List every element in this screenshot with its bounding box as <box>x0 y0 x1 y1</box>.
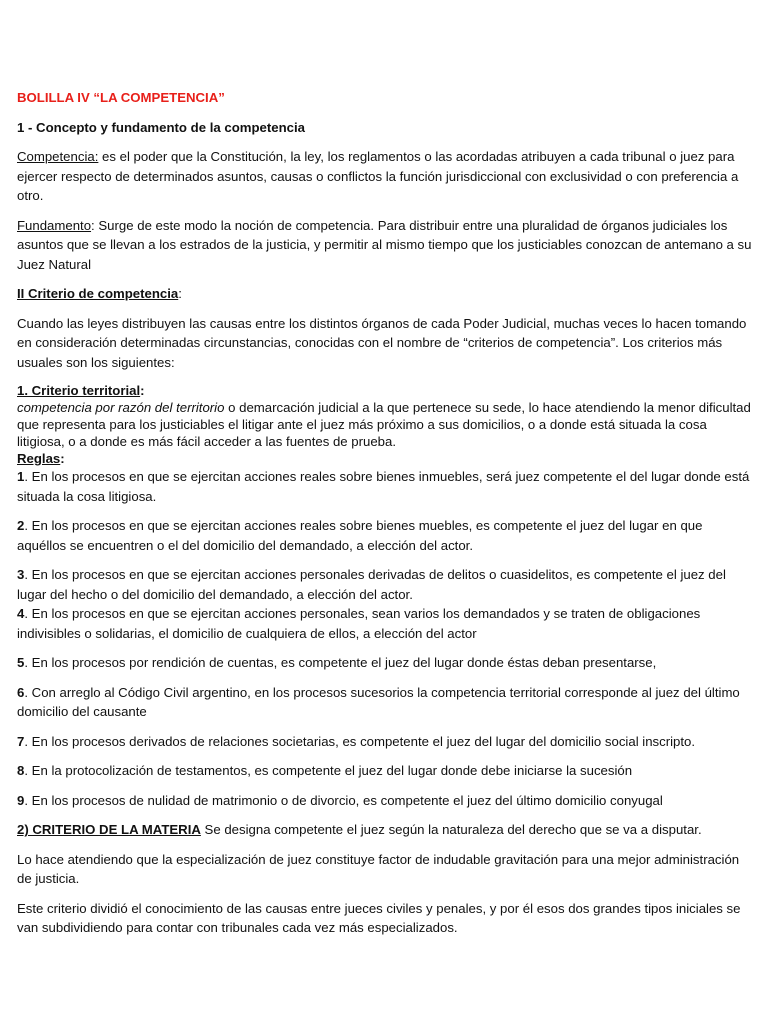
territorial-text: o demarcación judicial a la que pertenece su sede, lo hace atendiendo la menor dificultad que representa para los justiciables el litigar ante el juez más próximo a sus domicilios, o a donde está situada la cosa litigiosa, o a donde es más fácil acceder a las fuentes de prueba. <box>17 400 751 449</box>
rule-text: . En los procesos de nulidad de matrimonio o de divorcio, es competente el juez del último domicilio conyugal <box>24 792 663 808</box>
materia-paragraph-1: Lo hace atendiendo que la especialización de juez constituye factor de indudable gravitación para una mejor administración de justicia. <box>17 851 740 886</box>
reglas-suffix: : <box>60 451 65 466</box>
rule-number: 5 <box>17 655 25 670</box>
rule-item <box>17 761 755 781</box>
rule-number: 7 <box>17 733 25 749</box>
document-title: BOLILLA IV “LA COMPETENCIA” <box>17 90 225 105</box>
rule-text: . En los procesos en que se ejercitan acciones reales sobre bienes muebles, es competente el juez del lugar en que aquéllos se encuentren o el del domicilio del demandado, a elección del actor. <box>17 518 703 553</box>
section2-heading-suffix: : <box>178 286 182 301</box>
rule-number: 6 <box>17 684 25 700</box>
rule-text: . En los procesos derivados de relaciones societarias, es competente el juez del lugar del domicilio social inscripto. <box>24 733 696 749</box>
rule-number: 9 <box>17 792 25 808</box>
territorial-heading: 1. Criterio territorial <box>17 383 141 398</box>
rule-item <box>17 653 755 673</box>
fundamento-paragraph <box>17 216 755 275</box>
rule-item <box>17 516 755 555</box>
rule-item <box>17 604 755 643</box>
materia-paragraph-2: Este criterio dividió el conocimiento de las causas entre jueces civiles y penales, y por él esos dos grandes tipos iniciales se van subdividiendo para contar con tribunales cada vez más especializados. <box>17 900 741 935</box>
section2-heading-line <box>17 284 755 304</box>
territorial-italic: competencia por razón del territorio <box>17 400 225 415</box>
fundamento-text: : Surge de este modo la noción de competencia. Para distribuir entre una pluralidad de órganos judiciales los asuntos que se llevan a los estrados de la justicia, y permitir al mismo tiempo que los justiciables conozcan de antemano a su Juez Natural <box>17 217 752 272</box>
territorial-paragraph <box>17 399 755 450</box>
rule-text: . En los procesos en que se ejercitan acciones personales derivadas de delitos o cuasidelitos, es competente el juez del lugar del hecho o del domicilio del demandado, a elección del actor. <box>17 567 726 602</box>
territorial-heading-suffix: : <box>140 383 145 398</box>
rule-number: 1 <box>17 469 25 484</box>
rule-item <box>17 791 755 811</box>
competencia-paragraph <box>17 147 755 206</box>
rule-number: 8 <box>17 763 25 778</box>
rule-number: 3 <box>17 567 25 582</box>
document-page <box>17 88 755 948</box>
territorial-heading-line <box>17 382 755 399</box>
section1-heading: 1 - Concepto y fundamento de la competencia <box>17 119 305 135</box>
materia-heading-line <box>17 820 755 840</box>
rule-text: . En la protocolización de testamentos, es competente el juez del lugar donde debe iniciarse la sucesión <box>24 763 633 778</box>
rule-item <box>17 683 755 722</box>
rule-text: . Con arreglo al Código Civil argentino, en los procesos sucesorios la competencia territorial corresponde al juez del último domicilio del causante <box>17 684 740 719</box>
rule-item <box>17 565 755 604</box>
rule-number: 2 <box>17 518 25 533</box>
rule-text: . En los procesos en que se ejercitan acciones reales sobre bienes inmuebles, será juez competente el del lugar donde está situada la cosa litigiosa. <box>17 469 750 504</box>
fundamento-term: Fundamento <box>17 217 92 233</box>
rule-item <box>17 467 755 506</box>
rule-text: . En los procesos en que se ejercitan acciones personales, sean varios los demandados y se traten de obligaciones indivisibles o solidarias, el domicilio de cualquiera de ellos, a elección del actor <box>17 606 701 641</box>
materia-heading: 2) CRITERIO DE LA MATERIA <box>17 822 201 837</box>
section2-intro: Cuando las leyes distribuyen las causas entre los distintos órganos de cada Poder Judicial, muchas veces lo hacen tomando en consideración determinadas circunstancias, conocidas con el nombre de “criterios de competencia”. Los criterios más usuales son los siguientes: <box>17 315 747 370</box>
reglas-label: Reglas <box>17 451 61 466</box>
reglas-line <box>17 450 755 467</box>
competencia-text: es el poder que la Constitución, la ley, los reglamentos o las acordadas atribuyen a cada tribunal o juez para ejercer respecto de determinados asuntos, causas o conflictos la función jurisdiccional con exclusividad o con preferencia a otro. <box>17 149 739 203</box>
materia-heading-text: Se designa competente el juez según la naturaleza del derecho que se va a disputar. <box>200 822 702 837</box>
section2-heading: II Criterio de competencia <box>17 286 179 301</box>
rule-number: 4 <box>17 606 25 621</box>
rule-item <box>17 732 755 752</box>
competencia-term: Competencia: <box>17 149 99 164</box>
rule-text: . En los procesos por rendición de cuentas, es competente el juez del lugar donde éstas deban presentarse, <box>24 655 657 670</box>
